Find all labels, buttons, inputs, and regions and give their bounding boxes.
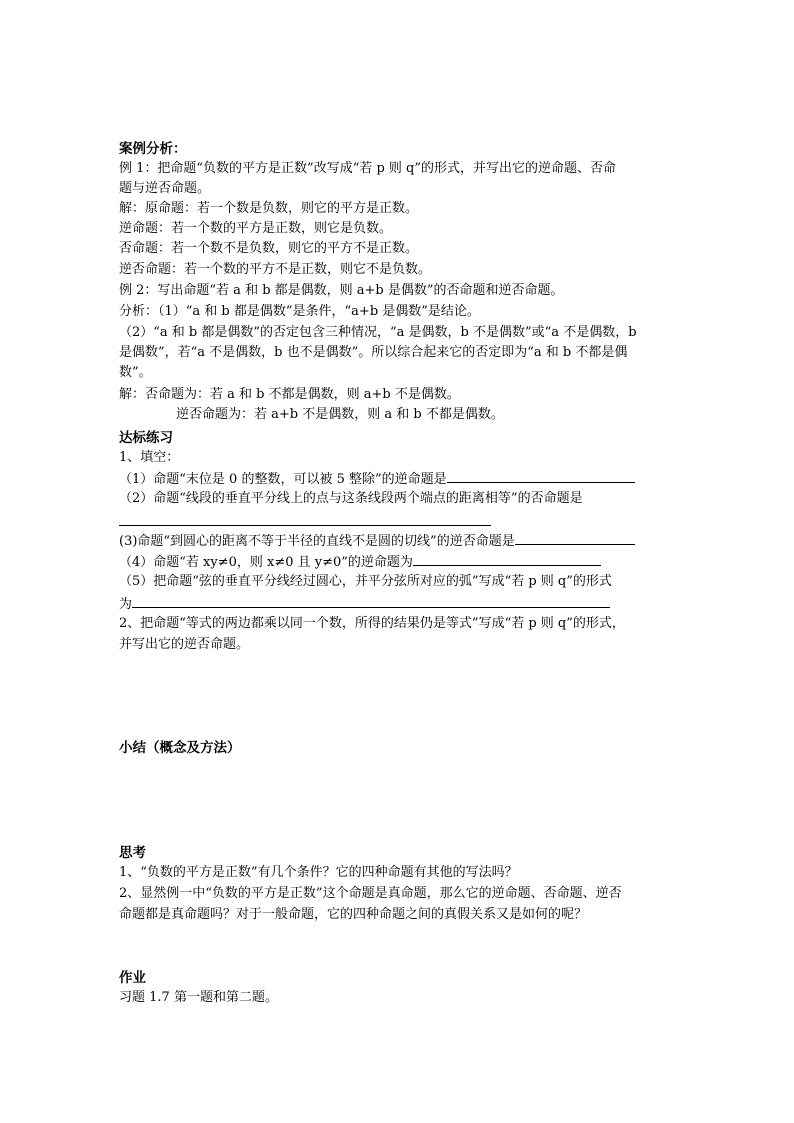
question-1-2-text: （2）命题“线段的垂直平分线上的点与这条线段两个端点的距离相等”的否命题是 [119,491,583,506]
answer-blank-1-1[interactable] [447,468,635,483]
solution-1-original: 解：原命题：若一个数是负数，则它的平方是正数。 [119,201,419,216]
question-1-1 [119,468,675,490]
example-1-line-1: 例 1：把命题“负数的平方是正数”改写成“若 p 则 q”的形式，并写出它的逆命题、否命 [119,161,617,176]
question-1-1-text: （1）命题“末位是 0 的整数，可以被 5 整除”的逆命题是 [119,472,447,487]
question-1-3 [119,530,675,552]
section-heading-homework: 作业 [119,970,146,986]
question-1-4 [119,551,675,573]
think-question-2-line-2: 命题都是真命题吗？对于一般命题，它的四种命题之间的真假关系又是如何的呢？ [119,907,588,922]
think-question-2-line-1: 2、显然例一中“负数的平方是正数”这个命题是真命题，那么它的逆命题、否命题、逆否 [119,886,622,901]
section-heading-summary: 小结（概念及方法） [119,740,241,756]
solution-2-contrapositive: 逆否命题为：若 a+b 不是偶数，则 a 和 b 不都是偶数。 [176,407,504,422]
answer-blank-1-5[interactable] [132,593,610,608]
analysis-line-4: 数”。 [119,365,152,380]
question-1-label: 1、填空： [119,450,180,465]
section-heading-think: 思考 [119,845,146,861]
answer-blank-1-2[interactable] [119,524,491,526]
example-2-line-1: 例 2：写出命题“若 a 和 b 都是偶数，则 a+b 是偶数”的否命题和逆否命题。 [119,283,564,298]
section-heading-practice: 达标练习 [119,430,173,446]
question-1-5-line-1: （5）把命题“弦的垂直平分线经过圆心，并平分弦所对应的弧”写成“若 p 则 q”的形式 [119,574,612,589]
answer-blank-1-3[interactable] [515,530,635,545]
question-1-5-line-2 [119,593,675,615]
analysis-line-1: 分析：（1）“a 和 b 都是偶数”是条件，“a+b 是偶数”是结论。 [119,304,480,319]
section-heading-case-analysis: 案例分析： [119,141,187,157]
solution-2-inverse: 解：否命题为：若 a 和 b 不都是偶数，则 a+b 不是偶数。 [119,387,460,402]
analysis-line-3: 是偶数”，若“a 不是偶数，b 也不是偶数”。所以综合起来它的否定即为“a 和 b 不都是偶 [119,345,628,360]
think-question-1: 1、“负数的平方是正数”有几个条件？它的四种命题有其他的写法吗？ [119,865,518,880]
homework-text: 习题 1.7 第一题和第二题。 [119,990,278,1005]
analysis-line-2: （2）“a 和 b 都是偶数”的否定包含三种情况，“a 是偶数，b 不是偶数”或“a 不是偶数，b [119,325,637,340]
solution-1-contrapositive: 逆否命题：若一个数的平方不是正数，则它不是负数。 [119,262,432,277]
question-1-3-text: (3)命题“到圆心的距离不等于半径的直线不是圆的切线”的逆否命题是 [119,534,515,549]
solution-1-converse: 逆命题：若一个数的平方是正数，则它是负数。 [119,221,393,236]
example-1-line-2: 题与逆否命题。 [119,181,211,196]
question-1-5-prefix: 为 [119,597,133,612]
question-2-line-1: 2、把命题“等式的两边都乘以同一个数，所得的结果仍是等式”写成“若 p 则 q”的形式， [119,616,625,631]
question-1-4-text: （4）命题“若 xy≠0，则 x≠0 且 y≠0”的逆命题为 [119,555,413,570]
answer-blank-1-4[interactable] [413,551,601,566]
question-2-line-2: 并写出它的逆否命题。 [119,637,250,652]
solution-1-inverse: 否命题：若一个数不是负数，则它的平方不是正数。 [119,241,419,256]
